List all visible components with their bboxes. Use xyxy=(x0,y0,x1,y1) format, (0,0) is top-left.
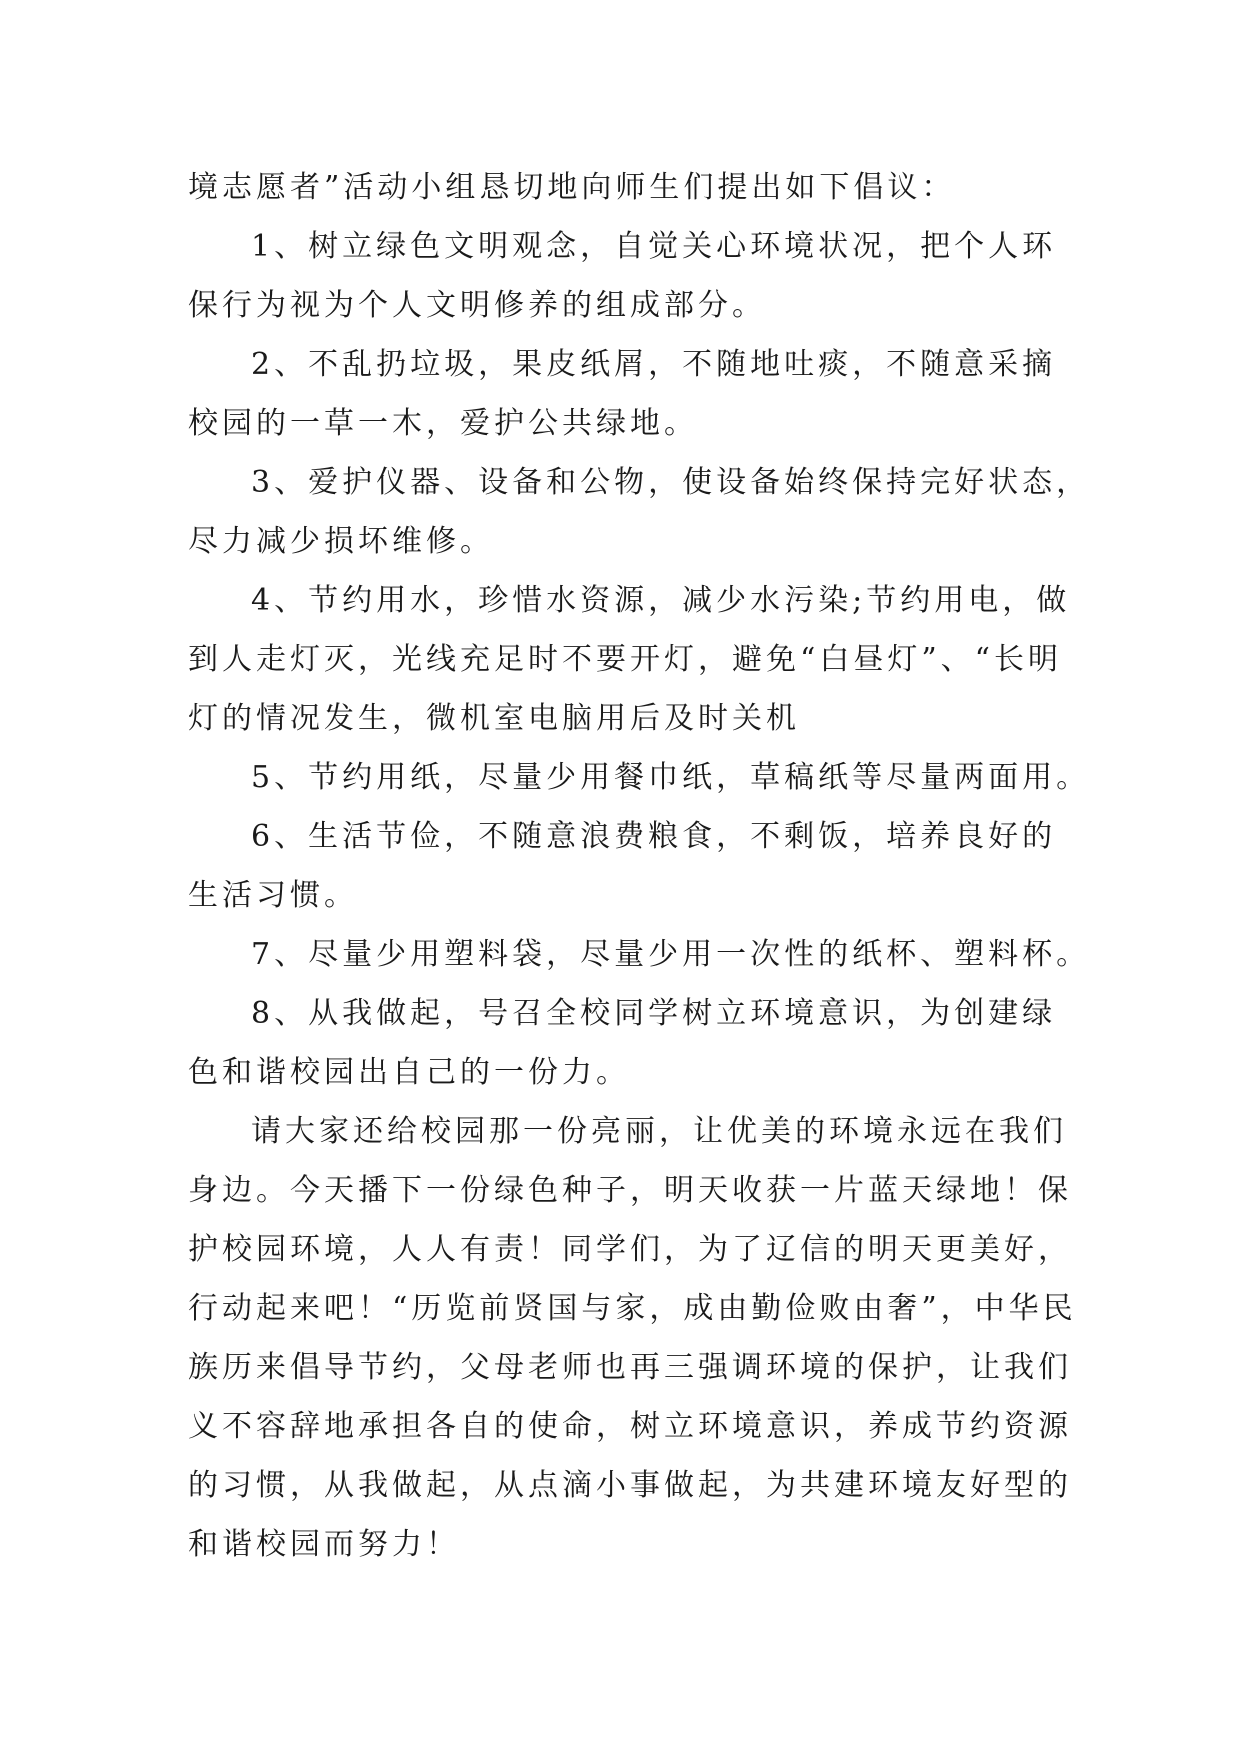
text-line: 1、树立绿色文明观念，自觉关心环境状况，把个人环 xyxy=(251,229,1057,264)
document-body xyxy=(188,158,1091,1574)
text-line: 的习惯，从我做起，从点滴小事做起，为共建环境友好型的 xyxy=(188,1468,1072,1503)
text-line: 3、爱护仪器、设备和公物，使设备始终保持完好状态， xyxy=(251,465,1091,500)
text-line: 6、生活节俭，不随意浪费粮食，不剩饭，培养良好的 xyxy=(251,819,1057,854)
text-line: 2、不乱扔垃圾，果皮纸屑，不随地吐痰，不随意采摘 xyxy=(251,347,1057,382)
text-line: 色和谐校园出自己的一份力。 xyxy=(188,1055,630,1090)
text-line: 行动起来吧！“历览前贤国与家，成由勤俭败由奢”，中华民 xyxy=(188,1291,1077,1326)
text-line: 族历来倡导节约，父母老师也再三强调环境的保护，让我们 xyxy=(188,1350,1072,1385)
text-line: 尽力减少损坏维修。 xyxy=(188,524,494,559)
text-line: 7、尽量少用塑料袋，尽量少用一次性的纸杯、塑料杯。 xyxy=(251,937,1091,972)
text-line: 请大家还给校园那一份亮丽，让优美的环境永远在我们 xyxy=(251,1114,1067,1149)
text-line: 5、节约用纸，尽量少用餐巾纸，草稿纸等尽量两面用。 xyxy=(251,760,1091,795)
text-line: 义不容辞地承担各自的使命，树立环境意识，养成节约资源 xyxy=(188,1409,1072,1444)
text-line: 生活习惯。 xyxy=(188,878,358,913)
text-line: 和谐校园而努力！ xyxy=(188,1527,460,1562)
text-line: 4、节约用水，珍惜水资源，减少水污染;节约用电，做 xyxy=(251,583,1071,618)
text-line: 保行为视为个人文明修养的组成部分。 xyxy=(188,288,766,323)
text-line: 8、从我做起，号召全校同学树立环境意识，为创建绿 xyxy=(251,996,1057,1031)
text-line: 境志愿者”活动小组恳切地向师生们提出如下倡议： xyxy=(188,170,956,205)
text-line: 到人走灯灭，光线充足时不要开灯，避免“白昼灯”、“长明 xyxy=(188,642,1063,677)
text-line: 灯的情况发生，微机室电脑用后及时关机 xyxy=(188,701,800,736)
text-line: 身边。今天播下一份绿色种子，明天收获一片蓝天绿地！保 xyxy=(188,1173,1072,1208)
text-line: 护校园环境，人人有责！同学们，为了辽信的明天更美好， xyxy=(188,1232,1072,1267)
text-line: 校园的一草一木，爱护公共绿地。 xyxy=(188,406,698,441)
